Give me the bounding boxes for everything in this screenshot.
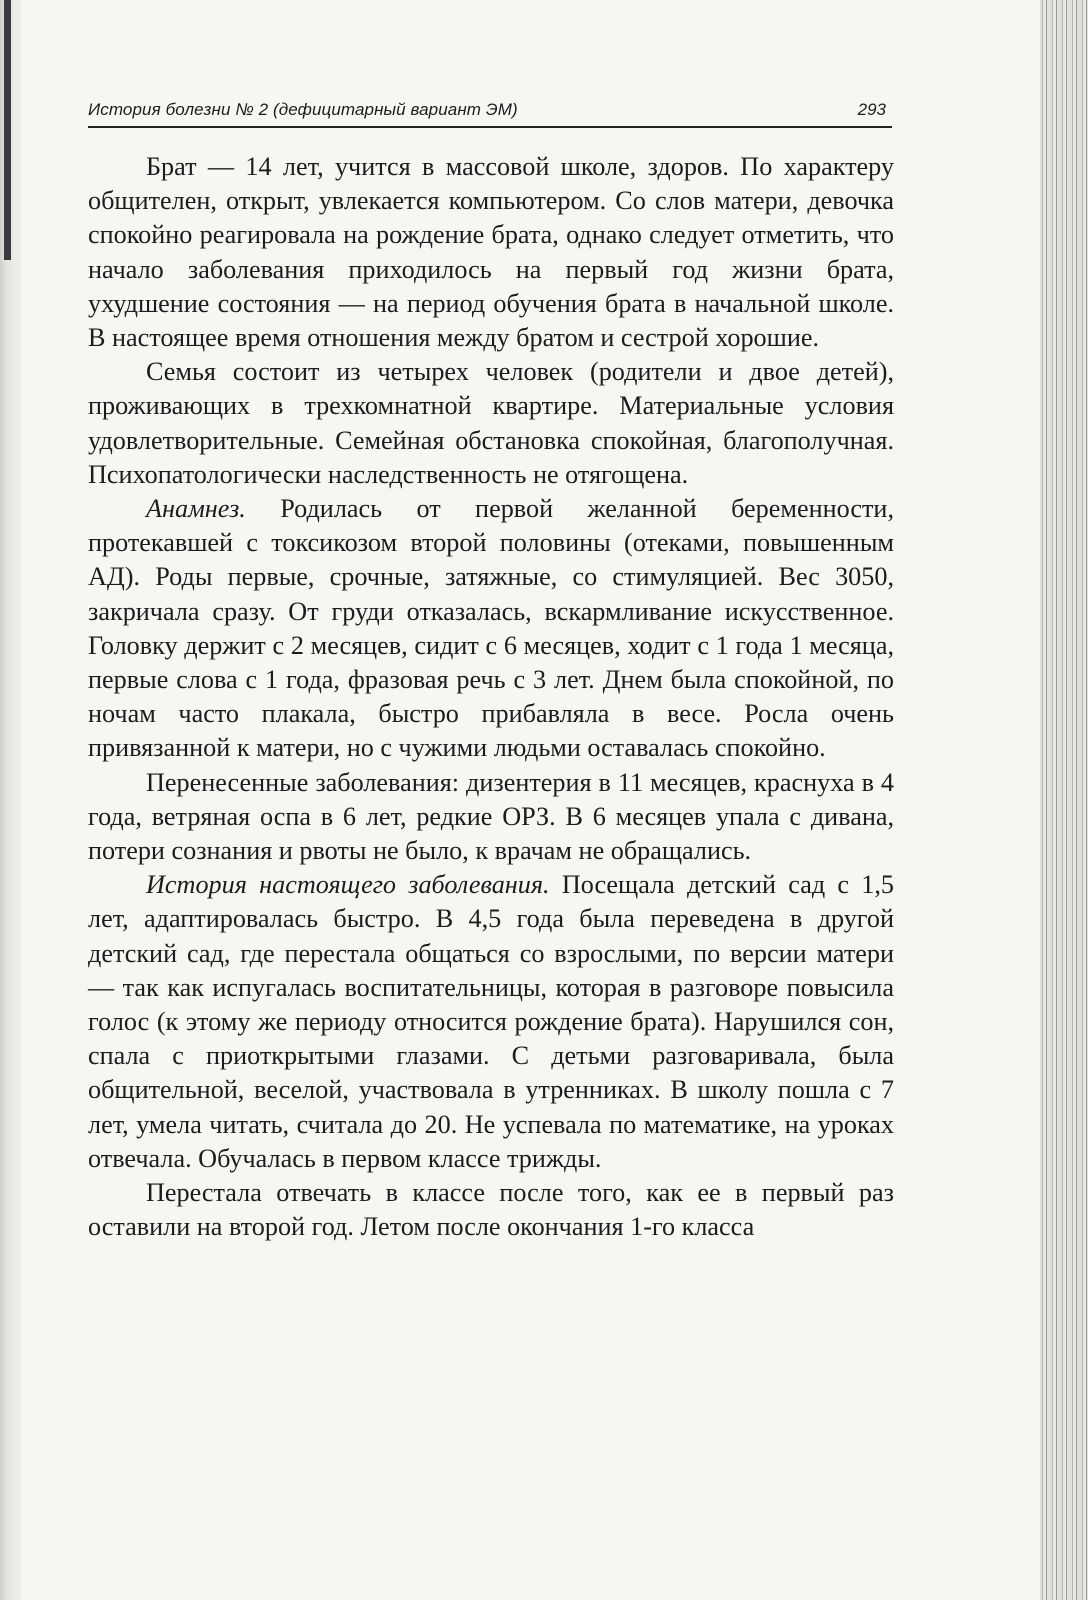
scan-page-edges (1040, 0, 1088, 1600)
paragraph-text: Родилась от первой желанной беременности, протекавшей с токсикозом второй половины (отеками, повышенным АД). Роды первые, срочные, затяжные, со стимуляцией. Вес 3050, закричала сразу. От груди отказалась, вскармливание искусственное. Головку держит с 2 месяцев, сидит с 6 месяцев, ходит с 1 года 1 месяца, первые слова с 1 года, фразовая речь с 3 лет. Днем была спокойной, по ночам часто плакала, быстро прибавляла в весе. Росла очень привязанной к матери, но с чужими людьми оставалась спокойно. (88, 494, 894, 763)
paragraph-text: Посещала детский сад с 1,5 лет, адаптировалась быстро. В 4,5 года была переведена в другой детский сад, где перестала общаться со взрослыми, по версии матери — так как испугалась воспитательницы, которая в разговоре повысила голос (к этому же периоду относится рождение брата). Нарушился сон, спала с приоткрытыми глазами. С детьми разговаривала, была общительной, веселой, участвовала в утренниках. В школу пошла с 7 лет, умела читать, считала до 20. Не успевала по математике, на уроках отвечала. Обучалась в первом классе трижды. (88, 870, 894, 1173)
paragraph-present-illness (88, 868, 894, 1176)
body-text (88, 150, 894, 1245)
page-number: 293 (857, 100, 886, 119)
paragraph-lead-anamnesis: Анамнез. (146, 494, 246, 524)
scan-binding-edge (0, 0, 22, 1600)
running-header (88, 100, 892, 128)
paragraph (88, 355, 894, 492)
paragraph (88, 150, 894, 355)
paragraph-text: Перестала отвечать в классе после того, как ее в первый раз оставили на второй год. Летом после окончания 1-го класса (88, 1178, 894, 1242)
paragraph (88, 766, 894, 869)
paragraph-text: Брат — 14 лет, учится в массовой школе, здоров. По характеру общителен, открыт, увлекается компьютером. Со слов матери, девочка спокойно реагировала на рождение брата, однако следует отметить, что начало заболевания приходилось на первый год жизни брата, ухудшение состояния — на период обучения брата в начальной школе. В настоящее время отношения между братом и сестрой хорошие. (88, 152, 894, 353)
paragraph-text: Перенесенные заболевания: дизентерия в 11 месяцев, краснуха в 4 года, ветряная оспа в 6 лет, редкие ОРЗ. В 6 месяцев упала с дивана, потери сознания и рвоты не было, к врачам не обращались. (88, 767, 894, 866)
paragraph-anamnesis (88, 492, 894, 766)
paragraph-text: Семья состоит из четырех человек (родители и двое детей), проживающих в трехкомнатной квартире. Материальные условия удовлетворительные. Семейная обстановка спокойная, благополучная. Психопатологически наследственность не отягощена. (88, 357, 894, 489)
running-header-title: История болезни № 2 (дефицитарный вариант ЭМ) (88, 100, 518, 119)
paragraph-lead-present-illness: История настоящего заболевания. (146, 870, 550, 900)
paragraph (88, 1176, 894, 1244)
